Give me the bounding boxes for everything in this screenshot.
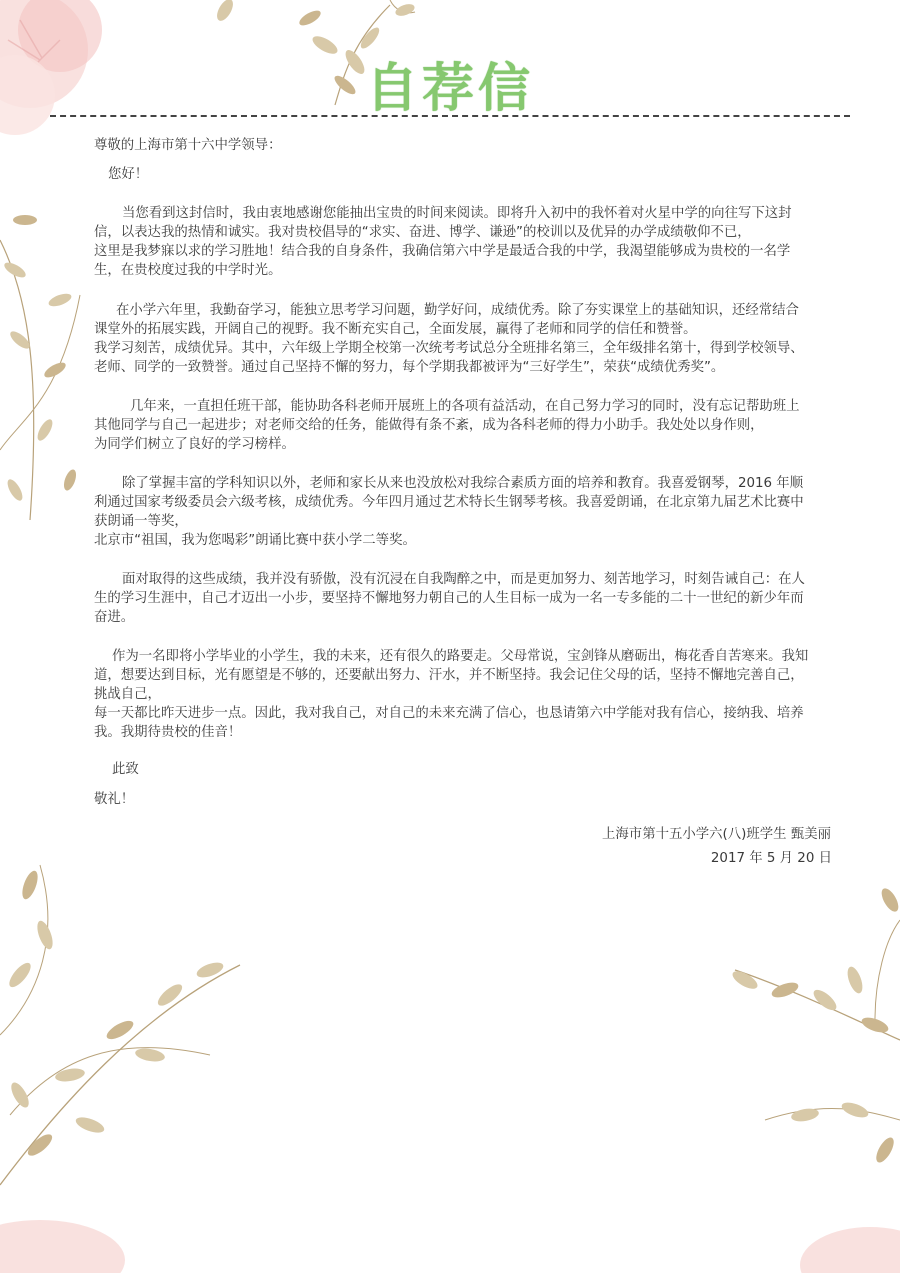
closing-ci-zhi: 此致 [112,762,139,777]
paragraph-2 [94,301,809,377]
leaf-branch-bottom-right [725,880,900,1190]
date: 2017 年 5 月 20 日 [710,851,832,866]
paragraph-line: 我学习刻苦，成绩优异。其中，六年级上学期全校第一次统考考试总分全班排名第三，全年级排名第十，得到学校领导、老师、同学的一致赞誉。通过自己坚持不懈的努力，每个学期我都被评为“三好学生”，荣获“成绩优秀奖”。 [94,341,804,375]
page-title: 自荐信 [365,59,534,119]
paragraph-line: 当您看到这封信时，我由衷地感谢您能抽出宝贵的时间来阅读。即将升入初中的我怀着对火星中学的向往写下这封信，以表达我的热情和诚实。我对贵校倡导的“求实、奋进、博学、谦逊”的校训以及优异的办学成绩敬仰不已， [94,206,792,240]
paragraph-5 [94,570,809,627]
pink-flower-bottom-left [0,1200,140,1273]
paragraph-line: 作为一名即将小学毕业的小学生，我的未来，还有很久的路要走。父母常说，宝剑锋从磨砺出，梅花香自苦寒来。我知道，想要达到目标，光有愿望是不够的，还要献出努力、汗水，并不断坚持。我会记住父母的话，坚持不懈地完善自己，挑战自己， [94,649,809,702]
greeting: 您好！ [108,167,149,182]
signature: 上海市第十五小学六(八)班学生 甄美丽 [602,827,831,842]
leaf-branch-left-middle [0,200,90,530]
paragraph-line: 北京市“祖国，我为您喝彩”朗诵比赛中获小学二等奖。 [94,533,416,548]
paragraph-line: 这里是我梦寐以求的学习胜地！结合我的自身条件，我确信第六中学是最适合我的中学，我渴望能够成为贵校的一名学生，在贵校度过我的中学时光。 [94,244,791,278]
pink-flower-bottom-right [790,1210,900,1273]
paragraph-line: 为同学们树立了良好的学习榜样。 [94,437,295,452]
paragraph-3 [94,397,809,454]
closing-jing-li: 敬礼！ [94,792,135,807]
paragraph-6 [94,647,809,742]
salutation: 尊敬的上海市第十六中学领导： [94,138,282,153]
paragraph-line: 每一天都比昨天进步一点。因此，我对我自己，对自己的未来充满了信心，也恳请第六中学能对我有信心，接纳我、培养我。我期待贵校的佳音！ [94,706,804,740]
leaf-branch-bottom-left [0,855,250,1195]
paragraph-line: 除了掌握丰富的学科知识以外，老师和家长从来也没放松对我综合素质方面的培养和教育。我喜爱钢琴，2016 年顺利通过国家考级委员会六级考核，成绩优秀。今年四月通过艺术特长生钢琴考核。我喜爱朗诵，在北京第九届艺术比赛中获朗诵一等奖， [94,476,804,529]
letter-body [94,136,809,809]
dashed-divider [50,115,850,117]
paragraph-4 [94,474,809,550]
paragraph-line: 面对取得的这些成绩，我并没有骄傲，没有沉浸在自我陶醉之中，而是更加努力、刻苦地学习，时刻告诫自己：在人生的学习生涯中，自己才迈出一小步，要坚持不懈地努力朝自己的人生目标一成为一名一专多能的二十一世纪的新少年而奋进。 [94,572,805,625]
paragraph-line: 几年来，一直担任班干部，能协助各科老师开展班上的各项有益活动，在自己努力学习的同时，没有忘记帮助班上其他同学与自己一起进步；对老师交给的任务，能做得有条不紊，成为各科老师的得力小助手。我处处以身作则， [94,399,800,433]
paragraph-line: 在小学六年里，我勤奋学习，能独立思考学习问题，勤学好问，成绩优秀。除了夯实课堂上的基础知识，还经常结合课堂外的拓展实践，开阔自己的视野。我不断充实自己，全面发展，赢得了老师和同学的信任和赞誉。 [94,303,799,337]
paragraph-1 [94,204,809,280]
